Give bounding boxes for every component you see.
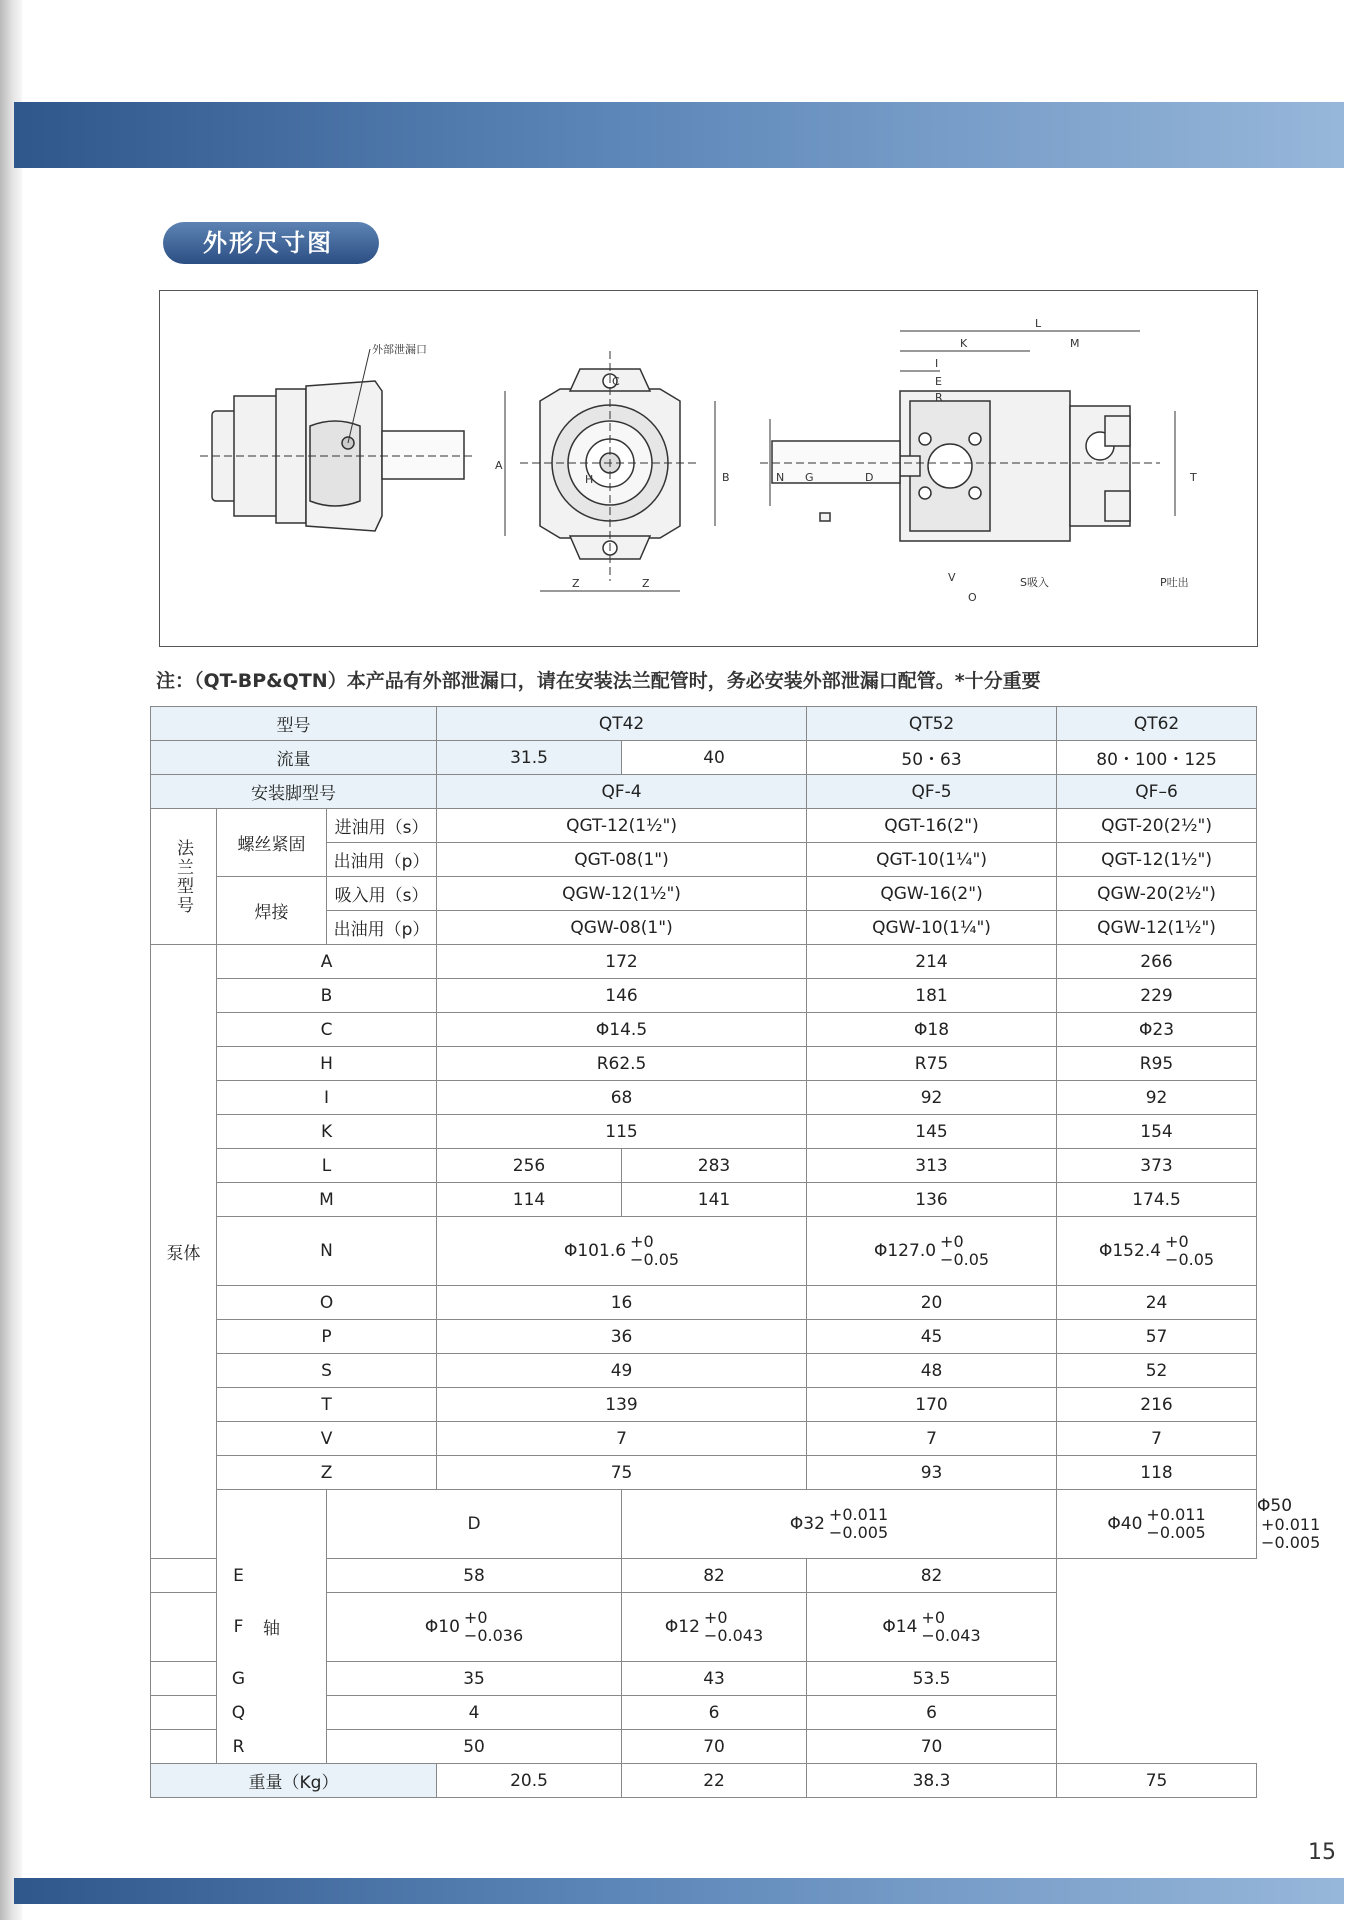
value-cell: 82 bbox=[807, 1559, 1057, 1593]
dim-letter-E: E bbox=[935, 375, 942, 388]
table-row bbox=[151, 1559, 1257, 1593]
dimension-drawing bbox=[159, 290, 1258, 647]
dim-letter-H: H bbox=[585, 473, 594, 486]
value-cell: 50 bbox=[327, 1730, 622, 1764]
value-cell: Φ14.5 bbox=[437, 1013, 807, 1047]
value-cell: 53.5 bbox=[807, 1662, 1057, 1696]
dim-letter-K: K bbox=[960, 337, 968, 350]
value-cell: 136 bbox=[807, 1183, 1057, 1217]
row-label: O bbox=[217, 1286, 437, 1320]
value-cell: QGT-12(1½") bbox=[437, 809, 807, 843]
dim-letter-L: L bbox=[1035, 317, 1042, 330]
dim-letter-R: R bbox=[935, 391, 943, 404]
value-cell: 170 bbox=[807, 1388, 1057, 1422]
row-label: 出油用（p） bbox=[327, 911, 437, 945]
value-cell: Φ18 bbox=[807, 1013, 1057, 1047]
table-row bbox=[151, 1696, 1257, 1730]
table-row bbox=[151, 1730, 1257, 1764]
value-cell: 16 bbox=[437, 1286, 807, 1320]
value-cell: 43 bbox=[622, 1662, 807, 1696]
table-row bbox=[151, 1388, 1257, 1422]
table-row bbox=[151, 1115, 1257, 1149]
dim-letter-M: M bbox=[1070, 337, 1080, 350]
foot-cell: QF-4 bbox=[437, 775, 807, 809]
side-view bbox=[200, 349, 472, 531]
row-label: 出油用（p） bbox=[327, 843, 437, 877]
row-label: B bbox=[217, 979, 437, 1013]
dim-letter-N: N bbox=[776, 471, 785, 484]
value-cell: 45 bbox=[807, 1320, 1057, 1354]
row-label: A bbox=[217, 945, 437, 979]
table-row bbox=[151, 1081, 1257, 1115]
value-cell: 6 bbox=[807, 1696, 1057, 1730]
row-label: 进油用（s） bbox=[327, 809, 437, 843]
value-cell: 70 bbox=[807, 1730, 1057, 1764]
table-row: 轴 D Φ32 +0.011 −0.005 Φ40 +0.011 −0.005 Φ50 +0.011 −0.005 bbox=[151, 1490, 1257, 1559]
tolerance-cell: Φ14 +0 −0.043 bbox=[807, 1593, 1057, 1662]
value-cell: 20.5 bbox=[437, 1764, 622, 1798]
value-cell: 48 bbox=[807, 1354, 1057, 1388]
row-label: N bbox=[217, 1217, 437, 1286]
value-cell: 35 bbox=[327, 1662, 622, 1696]
value-cell: 7 bbox=[1057, 1422, 1257, 1456]
screw-label: 螺丝紧固 bbox=[217, 809, 327, 877]
tolerance-cell: Φ12 +0 −0.043 bbox=[622, 1593, 807, 1662]
model-label: 型号 bbox=[151, 707, 437, 741]
header-band bbox=[14, 102, 1344, 168]
value-cell: 24 bbox=[1057, 1286, 1257, 1320]
flow-cell: 40 bbox=[622, 741, 807, 775]
value-cell: 75 bbox=[1057, 1764, 1257, 1798]
value-cell: 52 bbox=[1057, 1354, 1257, 1388]
value-cell: 139 bbox=[437, 1388, 807, 1422]
value-cell: 4 bbox=[327, 1696, 622, 1730]
table-row bbox=[151, 1286, 1257, 1320]
section-title: 外形尺寸图 bbox=[163, 222, 379, 264]
dim-letter-D: D bbox=[865, 471, 874, 484]
row-label: T bbox=[217, 1388, 437, 1422]
table-row bbox=[151, 945, 1257, 979]
tolerance-cell: Φ101.6 +0 −0.05 bbox=[437, 1217, 807, 1286]
table-row bbox=[151, 979, 1257, 1013]
foot-label: 安装脚型号 bbox=[151, 775, 437, 809]
row-label: F bbox=[151, 1593, 327, 1662]
value-cell: Φ23 bbox=[1057, 1013, 1257, 1047]
value-cell: 373 bbox=[1057, 1149, 1257, 1183]
pump-outline-drawing bbox=[160, 291, 1257, 646]
value-cell: QGW-20(2½") bbox=[1057, 877, 1257, 911]
value-cell: QGT-12(1½") bbox=[1057, 843, 1257, 877]
leak-port-label: 外部泄漏口 bbox=[372, 343, 427, 356]
flow-cell: 31.5 bbox=[437, 741, 622, 775]
dim-letter-G: G bbox=[805, 471, 814, 484]
value-cell: 146 bbox=[437, 979, 807, 1013]
value-cell: 266 bbox=[1057, 945, 1257, 979]
value-cell: QGW-08(1") bbox=[437, 911, 807, 945]
value-cell: R62.5 bbox=[437, 1047, 807, 1081]
value-cell: QGW-16(2") bbox=[807, 877, 1057, 911]
table-row bbox=[151, 809, 1257, 843]
value-cell: 93 bbox=[807, 1456, 1057, 1490]
table-row bbox=[151, 1764, 1257, 1798]
value-cell: 22 bbox=[622, 1764, 807, 1798]
row-label: S bbox=[217, 1354, 437, 1388]
row-label: M bbox=[217, 1183, 437, 1217]
row-label: Q bbox=[151, 1696, 327, 1730]
value-cell: 68 bbox=[437, 1081, 807, 1115]
dim-letter-Z: Z bbox=[572, 577, 580, 590]
page-number: 15 bbox=[1308, 1840, 1336, 1865]
dim-letter-O: O bbox=[968, 591, 977, 604]
value-cell: 57 bbox=[1057, 1320, 1257, 1354]
value-cell: 313 bbox=[807, 1149, 1057, 1183]
value-cell: QGW-10(1¼") bbox=[807, 911, 1057, 945]
table-row bbox=[151, 1183, 1257, 1217]
model-qt42: QT42 bbox=[437, 707, 807, 741]
value-cell: 118 bbox=[1057, 1456, 1257, 1490]
model-qt62: QT62 bbox=[1057, 707, 1257, 741]
row-label: E bbox=[151, 1559, 327, 1593]
table-row bbox=[151, 741, 1257, 775]
flange-group-label: 法兰型号 bbox=[151, 809, 217, 945]
foot-cell: QF–6 bbox=[1057, 775, 1257, 809]
value-cell: QGW-12(1½") bbox=[437, 877, 807, 911]
value-cell: R75 bbox=[807, 1047, 1057, 1081]
installation-note: 注：（QT-BP&QTN）本产品有外部泄漏口，请在安装法兰配管时，务必安装外部泄漏口配管。*十分重要 bbox=[156, 670, 1041, 692]
value-cell: 172 bbox=[437, 945, 807, 979]
value-cell: 256 bbox=[437, 1149, 622, 1183]
value-cell: 82 bbox=[622, 1559, 807, 1593]
dim-letter-I: I bbox=[935, 357, 939, 370]
row-label: L bbox=[217, 1149, 437, 1183]
value-cell: 92 bbox=[1057, 1081, 1257, 1115]
row-label: I bbox=[217, 1081, 437, 1115]
footer-band bbox=[14, 1878, 1344, 1904]
value-cell: 174.5 bbox=[1057, 1183, 1257, 1217]
dim-letter-B: B bbox=[722, 471, 730, 484]
value-cell: 58 bbox=[327, 1559, 622, 1593]
discharge-label: P吐出 bbox=[1160, 576, 1189, 589]
weight-label: 重量（Kg） bbox=[151, 1764, 437, 1798]
value-cell: 70 bbox=[622, 1730, 807, 1764]
value-cell: 38.3 bbox=[807, 1764, 1057, 1798]
value-cell: QGW-12(1½") bbox=[1057, 911, 1257, 945]
value-cell: 7 bbox=[437, 1422, 807, 1456]
value-cell: 36 bbox=[437, 1320, 807, 1354]
dim-letter-Z: Z bbox=[642, 577, 650, 590]
value-cell: 114 bbox=[437, 1183, 622, 1217]
tolerance-cell: Φ40 +0.011 −0.005 bbox=[1057, 1490, 1257, 1559]
dim-letter-T: T bbox=[1190, 471, 1197, 484]
tolerance-cell: Φ152.4 +0 −0.05 bbox=[1057, 1217, 1257, 1286]
row-label: P bbox=[217, 1320, 437, 1354]
value-cell: 20 bbox=[807, 1286, 1057, 1320]
value-cell: QGT-08(1") bbox=[437, 843, 807, 877]
dim-letter-C: C bbox=[612, 375, 620, 388]
value-cell: 49 bbox=[437, 1354, 807, 1388]
tolerance-cell: Φ127.0 +0 −0.05 bbox=[807, 1217, 1057, 1286]
value-cell: 154 bbox=[1057, 1115, 1257, 1149]
tolerance-cell: Φ10 +0 −0.036 bbox=[327, 1593, 622, 1662]
value-cell: 92 bbox=[807, 1081, 1057, 1115]
weld-label: 焊接 bbox=[217, 877, 327, 945]
table-row bbox=[151, 1662, 1257, 1696]
model-qt52: QT52 bbox=[807, 707, 1057, 741]
dim-letter-V: V bbox=[948, 571, 956, 584]
shaft-group-label: 轴 bbox=[217, 1490, 327, 1764]
table-row bbox=[151, 707, 1257, 741]
dim-letter-A: A bbox=[495, 459, 503, 472]
value-cell: 141 bbox=[622, 1183, 807, 1217]
row-label: 吸入用（s） bbox=[327, 877, 437, 911]
value-cell: 6 bbox=[622, 1696, 807, 1730]
row-label: G bbox=[151, 1662, 327, 1696]
row-label: V bbox=[217, 1422, 437, 1456]
value-cell: 216 bbox=[1057, 1388, 1257, 1422]
foot-cell: QF-5 bbox=[807, 775, 1057, 809]
table-row bbox=[151, 1593, 1257, 1662]
flow-cell: 80・100・125 bbox=[1057, 741, 1257, 775]
body-group-label: 泵体 bbox=[151, 945, 217, 1559]
flow-cell: 50・63 bbox=[807, 741, 1057, 775]
table-row bbox=[151, 1013, 1257, 1047]
table-row bbox=[151, 775, 1257, 809]
row-label: H bbox=[217, 1047, 437, 1081]
row-label: Z bbox=[217, 1456, 437, 1490]
row-label: C bbox=[217, 1013, 437, 1047]
value-cell: 115 bbox=[437, 1115, 807, 1149]
top-view bbox=[680, 331, 1175, 541]
row-label: D bbox=[327, 1490, 622, 1559]
value-cell: R95 bbox=[1057, 1047, 1257, 1081]
page-spine bbox=[0, 0, 22, 1920]
value-cell: 75 bbox=[437, 1456, 807, 1490]
tolerance-cell: Φ32 +0.011 −0.005 bbox=[622, 1490, 1057, 1559]
table-row bbox=[151, 877, 1257, 911]
value-cell: 7 bbox=[807, 1422, 1057, 1456]
value-cell: 145 bbox=[807, 1115, 1057, 1149]
table-row bbox=[151, 1217, 1257, 1286]
row-label: R bbox=[151, 1730, 327, 1764]
table-row bbox=[151, 1422, 1257, 1456]
value-cell: QGT-16(2") bbox=[807, 809, 1057, 843]
value-cell: QGT-20(2½") bbox=[1057, 809, 1257, 843]
value-cell: QGT-10(1¼") bbox=[807, 843, 1057, 877]
suction-label: S吸入 bbox=[1020, 576, 1049, 589]
table-row bbox=[151, 1320, 1257, 1354]
value-cell: 181 bbox=[807, 979, 1057, 1013]
row-label: K bbox=[217, 1115, 437, 1149]
flow-label: 流量 bbox=[151, 741, 437, 775]
table-row bbox=[151, 1149, 1257, 1183]
value-cell: 214 bbox=[807, 945, 1057, 979]
dimension-table bbox=[150, 706, 1321, 1798]
table-row bbox=[151, 1047, 1257, 1081]
value-cell: 283 bbox=[622, 1149, 807, 1183]
table-row bbox=[151, 1456, 1257, 1490]
value-cell: 229 bbox=[1057, 979, 1257, 1013]
table-row bbox=[151, 1354, 1257, 1388]
front-view bbox=[505, 351, 715, 591]
